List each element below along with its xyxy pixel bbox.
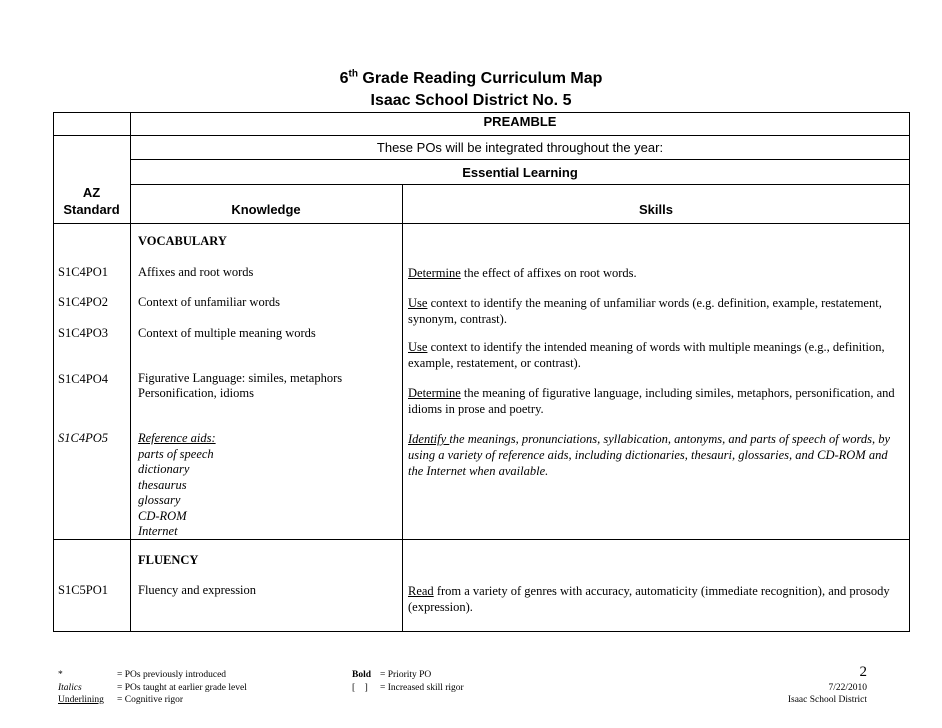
table-row-knowledge: Context of unfamiliar words: [138, 295, 280, 309]
reference-aids-list: [138, 431, 216, 540]
legend-symbol: Italics: [58, 683, 82, 693]
list-item: Internet: [138, 524, 178, 538]
col-skills: Skills: [639, 202, 673, 217]
list-item: thesaurus: [138, 477, 187, 492]
page-title: [0, 70, 942, 88]
page-number: 2: [859, 664, 867, 680]
table-row-skill: Determine the effect of affixes on root words.: [408, 266, 637, 280]
table-row-knowledge: Figurative Language: similes, metaphors: [138, 371, 343, 385]
table-row-code: S1C4PO1: [58, 265, 109, 279]
table-row-skill: Identify the meanings, pronunciations, syllabication, antonyms, and parts of speech of words, by using a variety of reference aids, including dictionaries, thesauri, glossaries, and CD-ROM and the Internet when available.: [408, 432, 891, 478]
table-row-skill: Use context to identify the meaning of unfamiliar words (e.g. definition, example, restatement, synonym, contrast).: [408, 296, 882, 326]
essential-learning-heading: Essential Learning: [462, 165, 578, 180]
list-item: glossary: [138, 493, 181, 507]
integrated-text: These POs will be integrated throughout the year:: [376, 140, 664, 155]
fluency-heading: FLUENCY: [138, 553, 199, 567]
table-row-knowledge: Fluency and expression: [138, 583, 257, 597]
table-row-code: S1C5PO1: [58, 583, 109, 597]
grade-number: 6: [339, 70, 349, 87]
legend-meaning: = POs previously introduced: [117, 670, 227, 680]
col-standard-line2: Standard: [63, 202, 120, 217]
footer-date: 7/22/2010: [828, 683, 867, 693]
list-item: CD-ROM: [138, 508, 187, 523]
list-item: dictionary: [138, 462, 190, 476]
vocabulary-heading: VOCABULARY: [138, 234, 227, 248]
table-row-knowledge: Affixes and root words: [138, 265, 254, 279]
reference-aids-label: Reference aids:: [138, 431, 216, 445]
legend-symbol: Underlining: [58, 695, 104, 705]
col-knowledge: Knowledge: [231, 202, 301, 217]
table-row-knowledge-2: Personification, idioms: [138, 386, 254, 400]
district-title: Isaac School District No. 5: [370, 92, 572, 109]
footer-district: Isaac School District: [787, 695, 867, 705]
legend-meaning: = Increased skill rigor: [380, 683, 464, 693]
list-item: parts of speech: [138, 446, 214, 461]
table-row-code: S1C4PO4: [58, 372, 109, 386]
table-row-knowledge: Context of multiple meaning words: [138, 326, 316, 340]
table-row-skill: Use context to identify the intended meaning of words with multiple meanings (e.g., definition, example, restatement, or contrast).: [408, 340, 885, 370]
grade-suffix: th: [348, 68, 358, 80]
table-row-code: S1C4PO2: [58, 295, 109, 309]
legend-meaning: = Cognitive rigor: [117, 695, 184, 705]
legend-meaning: = POs taught at earlier grade level: [117, 683, 247, 693]
legend-symbol: Bold: [352, 670, 372, 680]
table-row-code: S1C4PO5: [58, 431, 108, 445]
legend-meaning: = Priority PO: [380, 670, 432, 680]
table-row-skill: Read from a variety of genres with accuracy, automaticity (immediate recognition), and prosody (expression).: [408, 584, 890, 614]
preamble-heading: PREAMBLE: [483, 114, 557, 129]
title-rest: Grade Reading Curriculum Map: [357, 70, 603, 87]
col-standard-line1: AZ: [82, 185, 101, 200]
table-row-code: S1C4PO3: [58, 326, 109, 340]
legend-symbol: *: [58, 670, 63, 680]
table-row-skill: Determine the meaning of figurative language, including similes, metaphors, personification, and idioms in prose and poetry.: [408, 386, 895, 416]
legend-symbol: [ ]: [352, 683, 368, 693]
